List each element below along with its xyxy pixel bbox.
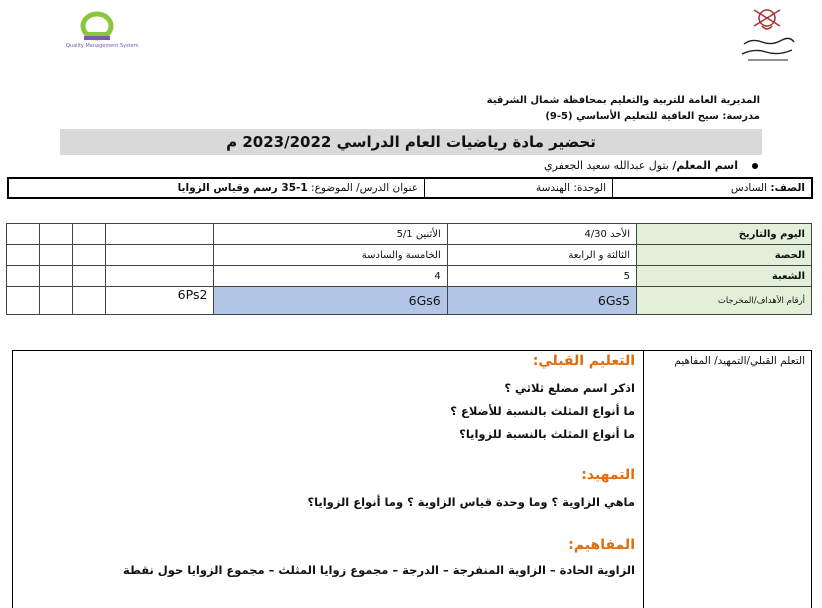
table-cell [105,266,213,287]
table-row [7,266,812,287]
row-label-day-date: اليوم والتاريخ [637,224,812,245]
page-title: تحضير مادة رياضيات العام الدراسي 2023/2022 م [60,129,762,155]
unit-cell [425,179,613,198]
prior-question: ما أنواع المثلث بالنسبة للأضلاع ؟ [450,404,635,418]
intro-text: ماهي الزاوية ؟ وما وحدة قياس الزاوية ؟ وما أنواع الزوايا؟ [307,495,635,509]
row-label-section: الشعبة [637,266,812,287]
intro-title: التمهيد: [581,467,635,483]
quality-management-logo [62,10,139,52]
grade-label: الصف: [770,182,805,194]
teacher-label: اسم المعلم/ [672,159,738,172]
teacher-name: بتول عبدالله سعيد الجعفري [544,159,669,172]
table-cell [73,224,106,245]
school-line: مدرسة: سيح العافية للتعليم الأساسي (5-9) [545,111,760,122]
ministry-emblem [732,4,802,64]
table-cell [73,245,106,266]
row-label-outcomes: أرقام الأهداف/المخرجات [637,287,812,315]
row-label-period: الحصة [637,245,812,266]
directorate-line: المديرية العامة للتربية والتعليم بمحافظة شمال الشرقية [486,95,760,106]
grade-cell [613,179,812,198]
table-cell [105,224,213,245]
grade-value: السادس [730,182,768,194]
table-cell [40,224,73,245]
lesson-info-box [7,177,813,199]
table-cell [7,287,40,315]
table-cell: الخامسة والسادسة [214,245,447,266]
table-cell [73,287,106,315]
lesson-value: 1-35 رسم وقياس الزوايا [177,182,308,194]
table-row [7,287,812,315]
quality-logo-caption: Quality Management System [66,43,139,49]
table-cell [40,287,73,315]
table-cell [40,245,73,266]
concepts-text: الزاوية الحادة – الزاوية المنفرجة – الدرجة – مجموع زوايا المثلث – مجموع الزوايا حول نقطة [123,563,635,577]
table-cell [73,266,106,287]
prior-question: ما أنواع المثلث بالنسبة للزوايا؟ [459,427,635,441]
content-main [25,351,635,608]
unit-label: الوحدة: [573,182,606,194]
content-side-label: التعلم القبلي/التمهيد/ المفاهيم [643,351,811,608]
lesson-label: عنوان الدرس/ الموضوع: [311,182,418,194]
table-cell [40,266,73,287]
table-cell: الأثنين 5/1 [214,224,447,245]
schedule-table [6,223,812,315]
lesson-cell [9,179,425,198]
table-cell: 4 [214,266,447,287]
ministry-emblem-icon [732,4,802,64]
outcome-cell: 6Gs5 [447,287,636,315]
table-row [7,224,812,245]
table-cell: 5 [447,266,636,287]
unit-value: الهندسة [535,182,571,194]
teacher-line [544,159,758,172]
concepts-title: المفاهيم: [568,537,635,553]
prior-learning-title: التعليم القبلي: [532,353,635,369]
table-cell: الأحد 4/30 [447,224,636,245]
table-cell [7,224,40,245]
table-cell [7,245,40,266]
bullet-icon [752,163,758,169]
lesson-content-box [12,350,812,608]
table-cell [7,266,40,287]
table-row [7,245,812,266]
prior-question: اذكر اسم مضلع ثلاثي ؟ [504,381,635,395]
outcome-cell: 6Ps2 [105,287,213,315]
table-cell [105,245,213,266]
outcome-cell: 6Gs6 [214,287,447,315]
table-cell: الثالثة و الرابعة [447,245,636,266]
